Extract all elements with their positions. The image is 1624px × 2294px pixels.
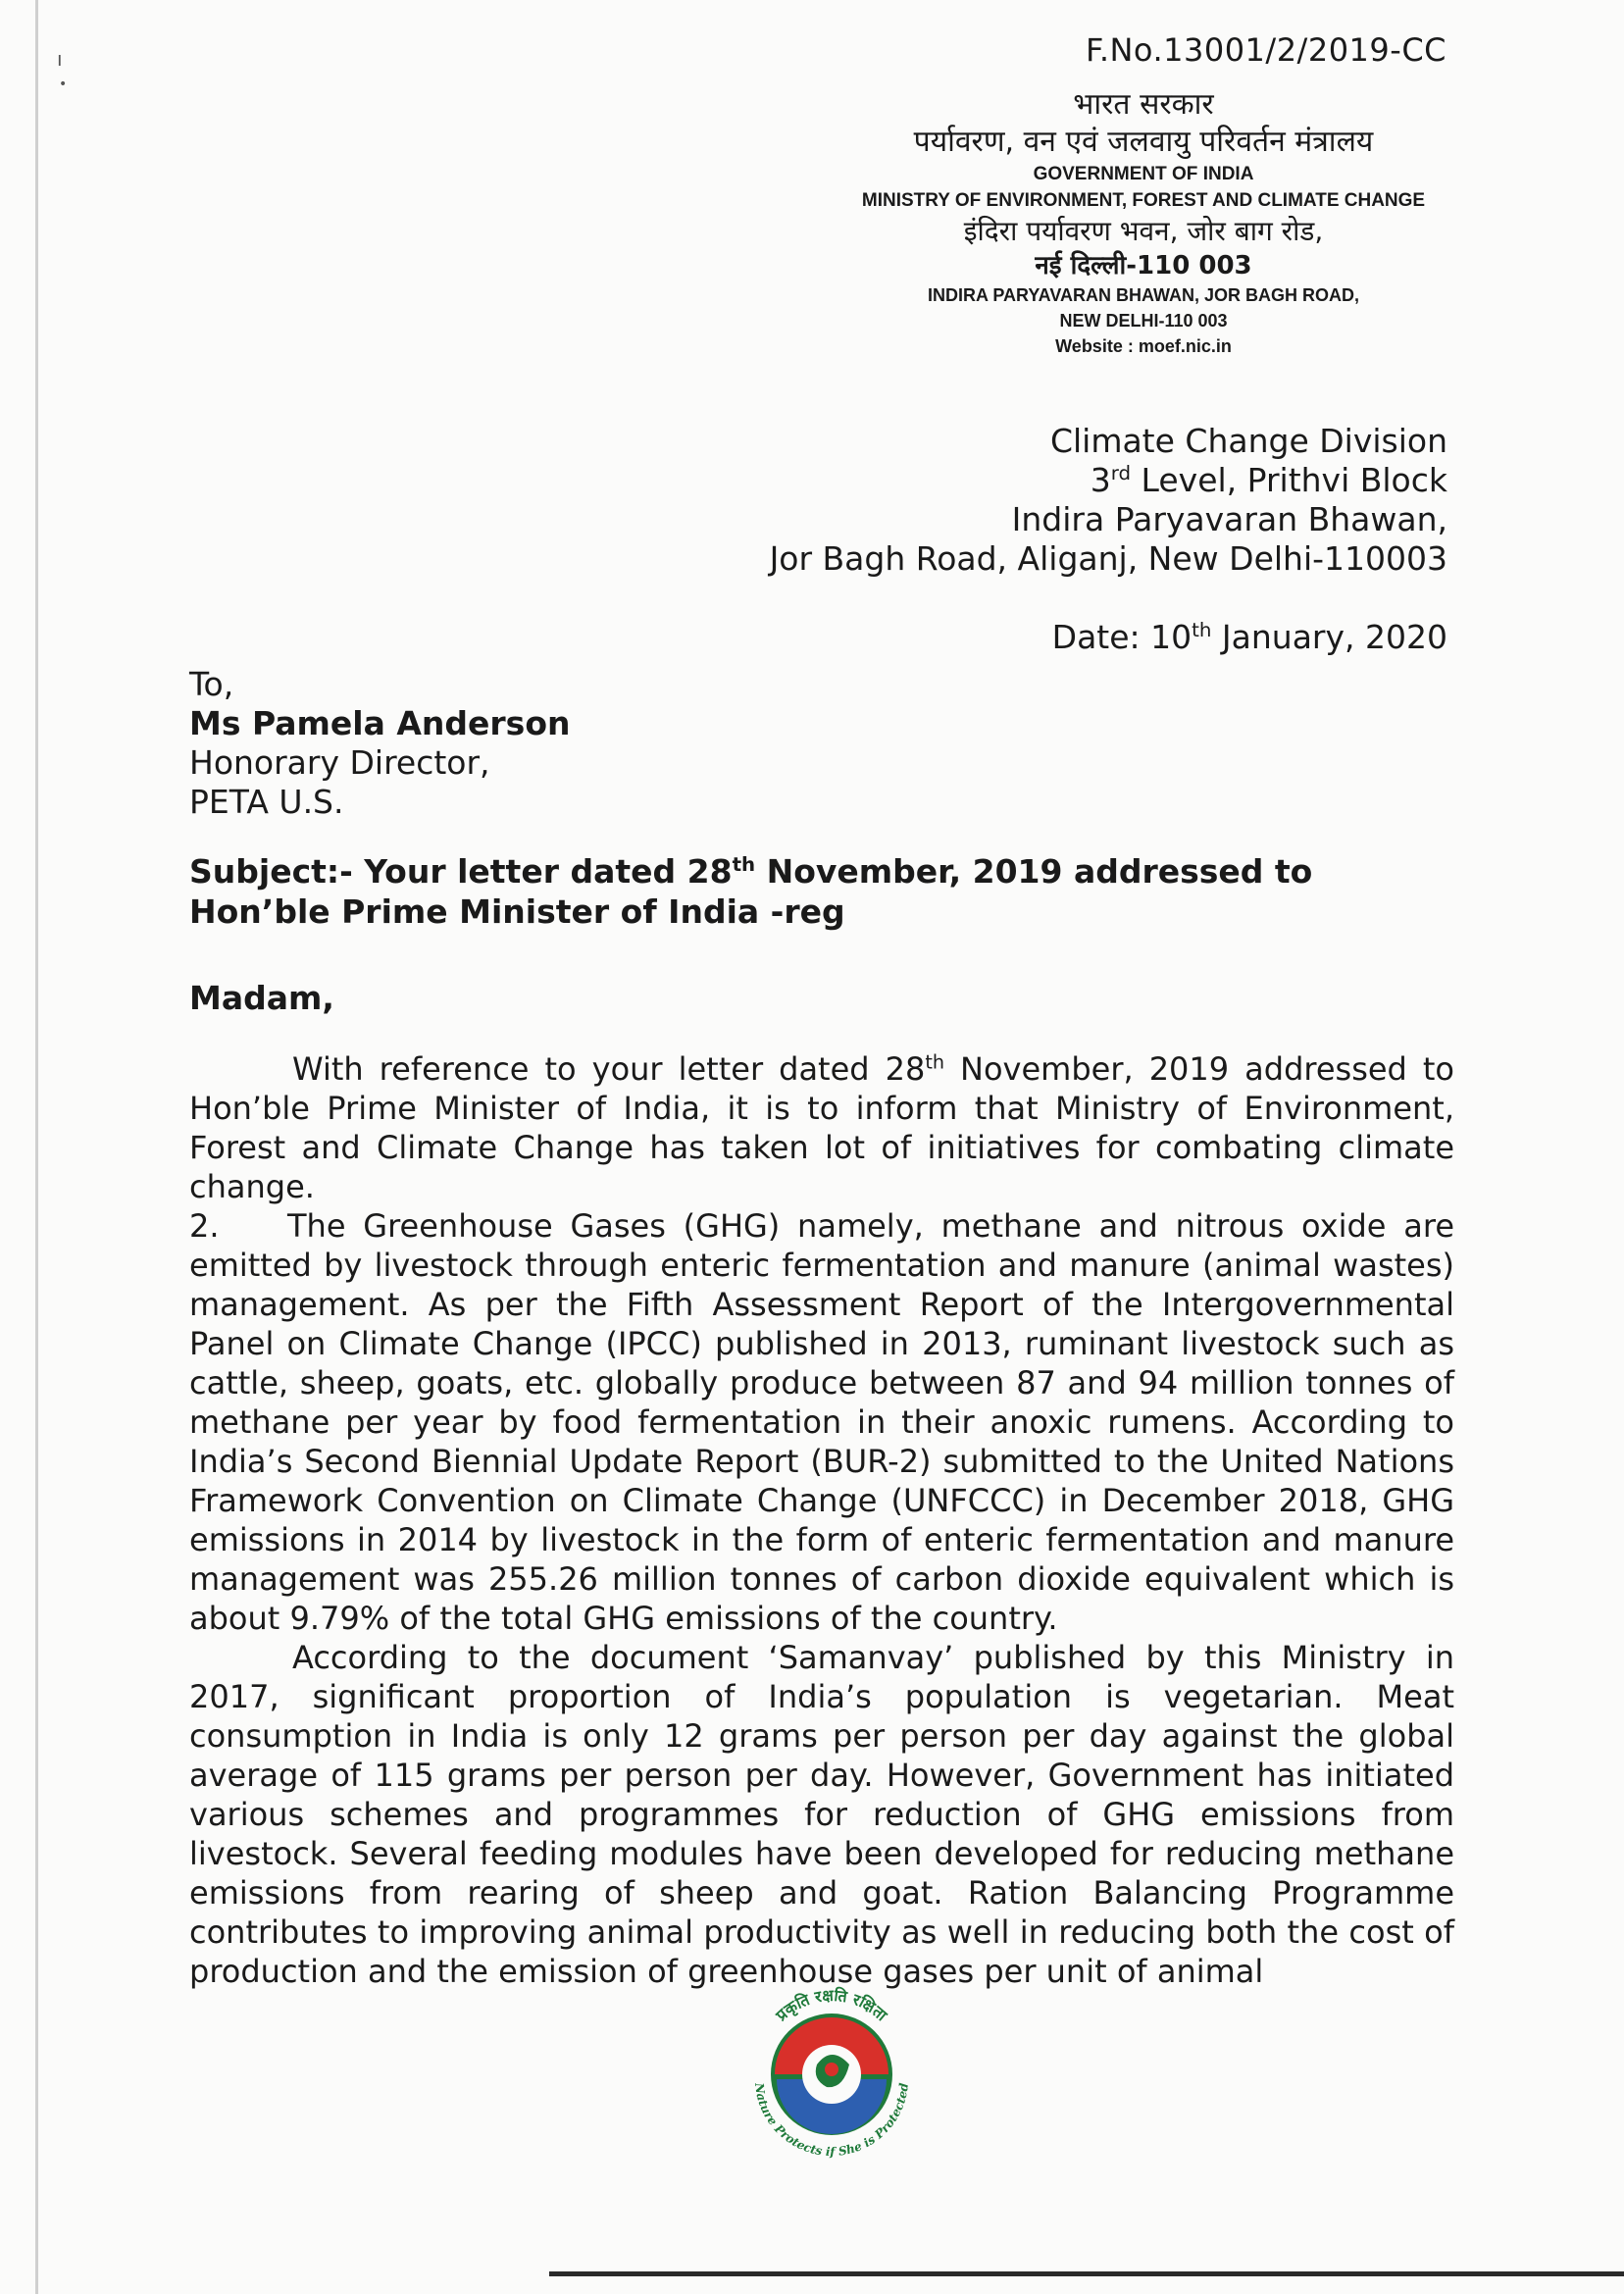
- paragraph-3: According to the document ‘Samanvay’ published by this Ministry in 2017, significant proportion of India’s population is vegetarian. Meat consumption in India is only 12 grams per person per day against the global average of 115 grams per person per day. However, Government has initiated various schemes and programmes for reduction of GHG emissions from livestock. Several feeding modules have been developed for reducing methane emissions from rearing of sheep and goat. Ration Balancing Programme contributes to improving animal productivity as well in reducing both the cost of production and the emission of greenhouse gases per unit of animal: [189, 1639, 1454, 1990]
- logo-top-text: प्रकृति रक्षति रक्षिता: [772, 1985, 891, 2025]
- letterhead-website: Website : moef.nic.in: [1055, 336, 1232, 356]
- logo-bottom-text: Nature Protects if She is Protected: [751, 2082, 911, 2160]
- file-number: F.No.13001/2/2019-CC: [1086, 31, 1446, 69]
- division-address: [770, 422, 1447, 579]
- letter-date: Date: 10th January, 2020: [1051, 618, 1447, 656]
- letterhead-address: INDIRA PARYAVARAN BHAWAN, JOR BAGH ROAD,: [927, 285, 1360, 305]
- scan-speck: ı: [57, 47, 63, 71]
- division-street: Jor Bagh Road, Aliganj, New Delhi-110003: [769, 539, 1447, 578]
- recipient-name: Ms Pamela Anderson: [189, 704, 571, 742]
- letterhead-hindi-address: इंदिरा पर्यावरण भवन, जोर बाग रोड,: [963, 215, 1324, 247]
- division-level: 3rd Level, Prithvi Block: [1090, 461, 1447, 499]
- division-name: Climate Change Division: [1049, 422, 1447, 460]
- scan-speck: •: [59, 76, 68, 92]
- ministry-logo-icon: [734, 1971, 930, 2167]
- paragraph-2: 2. The Greenhouse Gases (GHG) namely, methane and nitrous oxide are emitted by livestock through enteric fermentation and manure (animal wastes) management. As per the Fifth Assessment Report of the Intergovernmental Panel on Climate Change (IPCC) published in 2013, ruminant livestock such as cattle, sheep, goats, etc. globally produce between 87 and 94 million tonnes of methane per year by food fermentation in their anoxic rumens. According to India’s Second Biennial Update Report (BUR-2) submitted to the United Nations Framework Convention on Climate Change (UNFCCC) in December 2018, GHG emissions in 2014 by livestock in the form of enteric fermentation and manure management was 255.26 million tonnes of carbon dioxide equivalent which is about 9.79% of the total GHG emissions of the country.: [189, 1207, 1454, 1637]
- letterhead-government: GOVERNMENT OF INDIA: [1033, 164, 1254, 184]
- scan-edge-bottom: [549, 2271, 1624, 2276]
- letterhead-hindi-government: भारत सरकार: [1073, 87, 1214, 122]
- division-building: Indira Paryavaran Bhawan,: [1011, 500, 1447, 538]
- recipient-org: PETA U.S.: [189, 783, 344, 821]
- recipient-title: Honorary Director,: [189, 743, 490, 782]
- subject-line: Subject:- Your letter dated 28th November, 2019 addressed to Hon’ble Prime Minister of India -reg: [189, 852, 1313, 931]
- letterhead-hindi-city: नई दिल्ली-110 003: [1035, 251, 1252, 280]
- letterhead-city: NEW DELHI-110 003: [1059, 311, 1228, 331]
- recipient-to: To,: [189, 665, 234, 703]
- paragraph-1: With reference to your letter dated 28th November, 2019 addressed to Hon’ble Prime Minister of India, it is to inform that Ministry of Environment, Forest and Climate Change has taken lot of initiatives for combating climate change.: [189, 1050, 1454, 1205]
- scan-edge-left: [35, 0, 38, 2294]
- recipient-block: [189, 665, 571, 822]
- letterhead-ministry: MINISTRY OF ENVIRONMENT, FOREST AND CLIMATE CHANGE: [861, 190, 1426, 211]
- salutation: Madam,: [189, 979, 334, 1017]
- paragraph-number: 2.: [189, 1207, 220, 1245]
- letterhead: [800, 87, 1487, 363]
- letterhead-hindi-ministry: पर्यावरण, वन एवं जलवायु परिवर्तन मंत्रालय: [913, 125, 1374, 159]
